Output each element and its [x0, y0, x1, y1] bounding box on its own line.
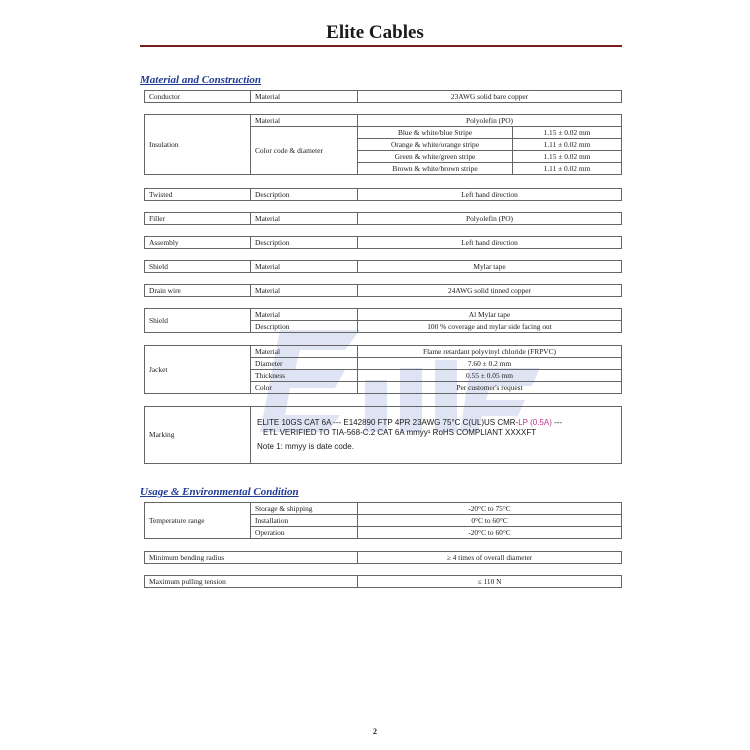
- row-label: Temperature range: [145, 503, 251, 539]
- material-section-heading: Material and Construction: [140, 74, 262, 86]
- temperature-table: [144, 502, 622, 539]
- row-label: Assembly: [145, 237, 251, 249]
- row-label: Twisted: [145, 189, 251, 201]
- color-code: Green & white/green stripe: [358, 151, 513, 163]
- marking-line-1: ELITE 10GS CAT 6A --- E142890 FTP 4PR 23AWG 75°C C(UL)US CMR-LP (0.5A) ---: [257, 418, 563, 427]
- row-sublabel: Color: [251, 382, 358, 394]
- row-value: -20°C to 60°C: [358, 527, 622, 539]
- row-label: Marking: [145, 407, 251, 464]
- diameter-value: 1.11 ± 0.02 mm: [513, 139, 622, 151]
- row-value: Flame retardant polyvinyl chloride (FRPVC): [358, 346, 622, 358]
- insulation-table: [144, 114, 622, 175]
- title-rule: [140, 45, 622, 47]
- row-label: Shield: [145, 261, 251, 273]
- row-sublabel: Storage & shipping: [251, 503, 358, 515]
- row-value: -20°C to 75°C: [358, 503, 622, 515]
- row-value: Per customer's request: [358, 382, 622, 394]
- diameter-value: 1.11 ± 0.02 mm: [513, 163, 622, 175]
- row-label: Shield: [145, 309, 251, 333]
- row-sublabel: Material: [251, 91, 358, 103]
- row-sublabel: Operation: [251, 527, 358, 539]
- row-value: ≥ 4 times of overall diameter: [358, 552, 622, 564]
- row-sublabel: Color code & diameter: [251, 127, 358, 175]
- table-row: [145, 115, 622, 127]
- row-value: Al Mylar tape: [358, 309, 622, 321]
- row-value: 0°C to 60°C: [358, 515, 622, 527]
- usage-section-heading: Usage & Environmental Condition: [140, 486, 299, 498]
- row-sublabel: Material: [251, 261, 358, 273]
- jacket-table: [144, 345, 622, 394]
- color-code: Blue & white/blue Stripe: [358, 127, 513, 139]
- row-value: Mylar tape: [358, 261, 622, 273]
- row-label: Maximum pulling tension: [145, 576, 358, 588]
- filler-table: [144, 212, 622, 225]
- table-row: [145, 346, 622, 358]
- row-value: 100 % coverage and mylar side facing out: [358, 321, 622, 333]
- row-value: Polyolefin (PO): [358, 115, 622, 127]
- table-row: [145, 261, 622, 273]
- marking-note: Note 1: mmyy is date code.: [257, 442, 354, 451]
- row-sublabel: Diameter: [251, 358, 358, 370]
- table-row: [145, 213, 622, 225]
- row-sublabel: Description: [251, 321, 358, 333]
- row-value: Left hand direction: [358, 237, 622, 249]
- row-value: ≤ 110 N: [358, 576, 622, 588]
- row-sublabel: Material: [251, 285, 358, 297]
- row-sublabel: Material: [251, 346, 358, 358]
- marking-highlight: LP (0.5A): [518, 418, 552, 427]
- row-value: 23AWG solid bare copper: [358, 91, 622, 103]
- table-row: [145, 189, 622, 201]
- conductor-table: [144, 90, 622, 103]
- bending-radius-table: [144, 551, 622, 564]
- table-row: [145, 285, 622, 297]
- row-label: Minimum bending radius: [145, 552, 358, 564]
- row-label: Filler: [145, 213, 251, 225]
- row-sublabel: Description: [251, 237, 358, 249]
- row-value: Polyolefin (PO): [358, 213, 622, 225]
- row-label: Conductor: [145, 91, 251, 103]
- row-sublabel: Installation: [251, 515, 358, 527]
- diameter-value: 1.15 ± 0.02 mm: [513, 151, 622, 163]
- row-label: Insulation: [145, 115, 251, 175]
- row-sublabel: Description: [251, 189, 358, 201]
- table-row: [145, 91, 622, 103]
- row-sublabel: Thickness: [251, 370, 358, 382]
- row-label: Jacket: [145, 346, 251, 394]
- row-sublabel: Material: [251, 213, 358, 225]
- table-row: [145, 503, 622, 515]
- twisted-table: [144, 188, 622, 201]
- diameter-value: 1.15 ± 0.02 mm: [513, 127, 622, 139]
- row-value: 24AWG solid tinned copper: [358, 285, 622, 297]
- page-number: 2: [373, 727, 377, 736]
- drain-wire-table: [144, 284, 622, 297]
- pulling-tension-table: [144, 575, 622, 588]
- color-code: Orange & white/orange stripe: [358, 139, 513, 151]
- table-row: [145, 576, 622, 588]
- row-value: Left hand direction: [358, 189, 622, 201]
- page-title: Elite Cables: [326, 22, 424, 43]
- table-row: [145, 237, 622, 249]
- row-label: Drain wire: [145, 285, 251, 297]
- row-sublabel: Material: [251, 309, 358, 321]
- marking-text: [251, 407, 622, 464]
- color-code: Brown & white/brown stripe: [358, 163, 513, 175]
- table-row: [145, 552, 622, 564]
- table-row: [145, 407, 622, 464]
- table-row: [145, 309, 622, 321]
- assembly-table: [144, 236, 622, 249]
- shield-al-mylar-table: [144, 308, 622, 333]
- marking-table: [144, 406, 622, 464]
- row-value: 7.60 ± 0.2 mm: [358, 358, 622, 370]
- marking-line-2: ETL VERIFIED TO TIA-568-C.2 CAT 6A mmyy¹ RoHS COMPLIANT XXXXFT: [263, 428, 537, 437]
- row-value: 0.55 ± 0.05 mm: [358, 370, 622, 382]
- row-sublabel: Material: [251, 115, 358, 127]
- shield-table: [144, 260, 622, 273]
